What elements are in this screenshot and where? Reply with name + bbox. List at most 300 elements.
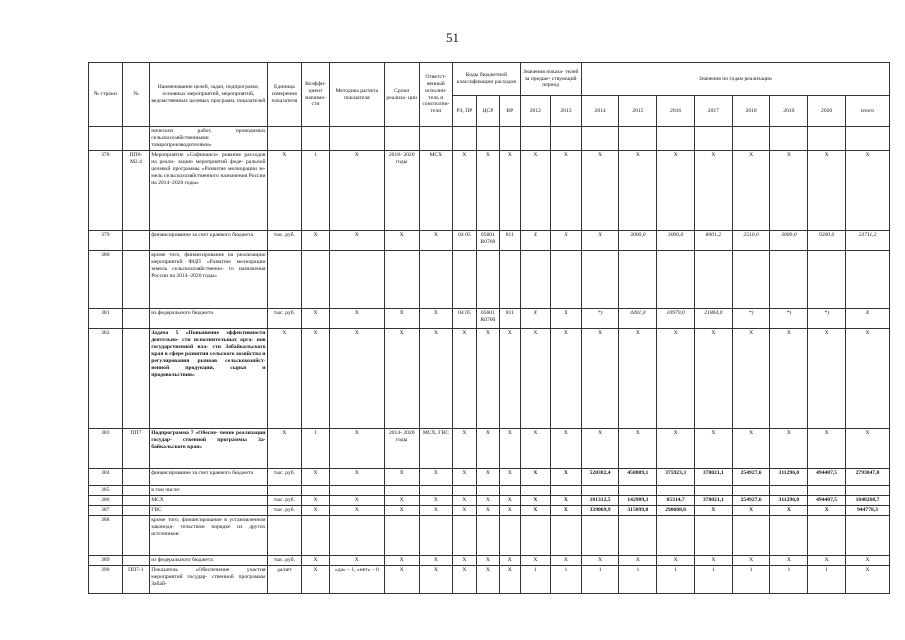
year-value-cell bbox=[619, 515, 657, 555]
term-cell: X bbox=[384, 309, 419, 329]
year-value-cell bbox=[808, 127, 846, 151]
code-vr-cell: X bbox=[500, 429, 520, 469]
year-value-cell bbox=[770, 251, 808, 309]
year-value-cell: X bbox=[581, 231, 619, 251]
row-number: 385 bbox=[89, 486, 123, 496]
coef-cell: 1 bbox=[302, 429, 330, 469]
year-value-cell: 1 bbox=[732, 565, 770, 593]
item-name: кроме того, финансирование в установленном законода- тельством порядке из других источников: bbox=[150, 515, 267, 555]
year-value-cell: 1 bbox=[520, 565, 551, 593]
year-value-cell: X bbox=[520, 231, 551, 251]
year-value-cell bbox=[581, 486, 619, 496]
header-year: 2014 bbox=[581, 96, 619, 127]
year-value-cell: X bbox=[732, 429, 770, 469]
year-value-cell: X bbox=[770, 429, 808, 469]
year-value-cell bbox=[808, 515, 846, 555]
coef-cell bbox=[302, 486, 330, 496]
coef-cell: X bbox=[302, 329, 330, 429]
year-value-cell bbox=[732, 515, 770, 555]
year-value-cell: 254927,6 bbox=[732, 469, 770, 486]
term-cell: X bbox=[384, 495, 419, 505]
term-cell: X bbox=[384, 469, 419, 486]
year-value-cell: X bbox=[732, 151, 770, 231]
term-cell bbox=[384, 251, 419, 309]
row-number: 380 bbox=[89, 251, 123, 309]
year-value-cell bbox=[770, 127, 808, 151]
code-csr-cell bbox=[476, 515, 499, 555]
unit-cell: X bbox=[267, 429, 302, 469]
year-value-cell: 254927,6 bbox=[732, 495, 770, 505]
year-value-cell: X bbox=[520, 329, 551, 429]
unit-cell: X bbox=[267, 151, 302, 231]
row-number: 386 bbox=[89, 495, 123, 505]
item-code bbox=[122, 555, 150, 565]
code-csr-cell: X bbox=[476, 495, 499, 505]
method-cell: «да» – 1, «нет» – 0 bbox=[329, 565, 384, 593]
code-vr-cell: X bbox=[500, 495, 520, 505]
table-row bbox=[89, 429, 890, 469]
year-value-cell: 311296,0 bbox=[770, 495, 808, 505]
coef-cell: 1 bbox=[302, 151, 330, 231]
code-csr-cell: X bbox=[476, 555, 499, 565]
page-number: 51 bbox=[446, 30, 459, 45]
item-name: Мероприятие «Софинанси- рование расходов на реали- зацию мероприятий феде- ральной целевой программы «Развитие мелиорации зе- мель сельскохозяйственного назначения России на 2014–2020 годы» bbox=[150, 151, 267, 231]
year-value-cell bbox=[520, 486, 551, 496]
year-value-cell: 8001,2 bbox=[694, 231, 732, 251]
unit-cell bbox=[267, 486, 302, 496]
item-code: ПП7 bbox=[122, 429, 150, 469]
code-rz-cell: X bbox=[453, 505, 476, 515]
total-cell: X bbox=[845, 329, 889, 429]
year-value-cell bbox=[551, 486, 582, 496]
year-value-cell: X bbox=[520, 469, 551, 486]
term-cell: X bbox=[384, 555, 419, 565]
year-value-cell: 181312,5 bbox=[581, 495, 619, 505]
total-cell: X bbox=[845, 555, 889, 565]
term-cell: X bbox=[384, 565, 419, 593]
year-value-cell: X bbox=[551, 151, 582, 231]
responsible-cell: X bbox=[419, 309, 453, 329]
method-cell: X bbox=[329, 429, 384, 469]
method-cell: X bbox=[329, 469, 384, 486]
item-name: кроме того, финансирование на реализацию мероприятий ФЦП «Развитие мелиорации земель сельскохозяйственно- го назначения России на 2014–2020 годы» bbox=[150, 251, 267, 309]
responsible-cell: X bbox=[419, 495, 453, 505]
term-cell: 2018- 2020 годы bbox=[384, 151, 419, 231]
year-value-cell: 378021,1 bbox=[694, 495, 732, 505]
year-value-cell bbox=[581, 515, 619, 555]
year-value-cell: X bbox=[770, 505, 808, 515]
year-value-cell bbox=[619, 127, 657, 151]
term-cell: 2014- 2020 годы bbox=[384, 429, 419, 469]
code-vr-cell: X bbox=[500, 505, 520, 515]
method-cell: X bbox=[329, 151, 384, 231]
year-value-cell: 142989,3 bbox=[619, 495, 657, 505]
item-code: ПП7-1 bbox=[122, 565, 150, 593]
total-cell: X bbox=[845, 565, 889, 593]
total-cell: X bbox=[845, 309, 889, 329]
code-rz-cell: X bbox=[453, 555, 476, 565]
unit-cell: тыс. руб. bbox=[267, 231, 302, 251]
table-row bbox=[89, 495, 890, 505]
code-vr-cell bbox=[500, 515, 520, 555]
year-value-cell bbox=[657, 515, 695, 555]
table-row bbox=[89, 231, 890, 251]
item-name: ГВС bbox=[150, 505, 267, 515]
year-value-cell: X bbox=[551, 329, 582, 429]
code-vr-cell: 811 bbox=[500, 309, 520, 329]
year-value-cell: X bbox=[657, 151, 695, 231]
coef-cell: X bbox=[302, 505, 330, 515]
year-value-cell: X bbox=[520, 429, 551, 469]
year-value-cell bbox=[551, 127, 582, 151]
code-csr-cell: X bbox=[476, 505, 499, 515]
year-value-cell: X bbox=[657, 429, 695, 469]
year-value-cell: 4401,0 bbox=[619, 309, 657, 329]
header-code-rz: РЗ, ПР bbox=[453, 96, 476, 127]
code-csr-cell: 05601 R0760 bbox=[476, 309, 499, 329]
code-rz-cell: X bbox=[453, 469, 476, 486]
table-row bbox=[89, 251, 890, 309]
unit-cell bbox=[267, 515, 302, 555]
header-year: 2018 bbox=[732, 96, 770, 127]
table-row bbox=[89, 565, 890, 593]
header-year: 2017 bbox=[694, 96, 732, 127]
header-responsible: Ответст- венный исполни- тель и соисполни- тели bbox=[419, 63, 453, 127]
year-value-cell: X bbox=[694, 429, 732, 469]
year-value-cell bbox=[657, 251, 695, 309]
code-rz-cell bbox=[453, 486, 476, 496]
item-code bbox=[122, 495, 150, 505]
row-number: 387 bbox=[89, 505, 123, 515]
year-value-cell: X bbox=[808, 329, 846, 429]
year-value-cell: *) bbox=[808, 309, 846, 329]
item-name: Подпрограмма 7 «Обеспе- чение реализации государ- ственной программы За- байкальского края» bbox=[150, 429, 267, 469]
header-method: Методика расчета показателя bbox=[329, 63, 384, 127]
table-row bbox=[89, 555, 890, 565]
year-value-cell bbox=[694, 515, 732, 555]
code-rz-cell: X bbox=[453, 151, 476, 231]
code-csr-cell: 05601 R0760 bbox=[476, 231, 499, 251]
item-code bbox=[122, 127, 150, 151]
responsible-cell: МСХ, ГВС bbox=[419, 429, 453, 469]
responsible-cell bbox=[419, 515, 453, 555]
item-name: из федерального бюджета bbox=[150, 555, 267, 565]
coef-cell: X bbox=[302, 565, 330, 593]
responsible-cell: МСХ bbox=[419, 151, 453, 231]
year-value-cell: 1 bbox=[581, 565, 619, 593]
coef-cell: X bbox=[302, 309, 330, 329]
row-number: 381 bbox=[89, 309, 123, 329]
unit-cell: X bbox=[267, 329, 302, 429]
year-value-cell: X bbox=[694, 329, 732, 429]
responsible-cell: X bbox=[419, 565, 453, 593]
code-csr-cell bbox=[476, 251, 499, 309]
header-year: 2013 bbox=[551, 96, 582, 127]
year-value-cell: X bbox=[520, 505, 551, 515]
code-vr-cell: X bbox=[500, 565, 520, 593]
year-value-cell: 311296,0 bbox=[770, 469, 808, 486]
method-cell bbox=[329, 251, 384, 309]
year-value-cell bbox=[581, 127, 619, 151]
responsible-cell bbox=[419, 127, 453, 151]
year-value-cell: X bbox=[808, 151, 846, 231]
year-value-cell: X bbox=[581, 151, 619, 231]
unit-cell: тыс. руб. bbox=[267, 555, 302, 565]
responsible-cell bbox=[419, 486, 453, 496]
header-year: 2012 bbox=[520, 96, 551, 127]
year-value-cell: 1 bbox=[770, 565, 808, 593]
year-value-cell: 3000,0 bbox=[770, 231, 808, 251]
item-name: нических работ, проводимых сельскохозяйственными товаропроизводителями» bbox=[150, 127, 267, 151]
year-value-cell bbox=[732, 127, 770, 151]
year-value-cell: X bbox=[551, 555, 582, 565]
code-csr-cell: X bbox=[476, 469, 499, 486]
table-row bbox=[89, 309, 890, 329]
coef-cell: X bbox=[302, 495, 330, 505]
code-rz-cell: 04 05 bbox=[453, 309, 476, 329]
year-value-cell bbox=[551, 515, 582, 555]
year-value-cell: 2510,0 bbox=[732, 231, 770, 251]
unit-cell bbox=[267, 127, 302, 151]
code-rz-cell bbox=[453, 127, 476, 151]
year-value-cell: X bbox=[520, 309, 551, 329]
year-value-cell: X bbox=[551, 429, 582, 469]
year-value-cell: X bbox=[732, 505, 770, 515]
item-code bbox=[122, 486, 150, 496]
row-number: 390 bbox=[89, 565, 123, 593]
year-value-cell: X bbox=[520, 151, 551, 231]
responsible-cell: X bbox=[419, 469, 453, 486]
method-cell bbox=[329, 515, 384, 555]
year-value-cell: X bbox=[808, 555, 846, 565]
table-row bbox=[89, 151, 890, 231]
header-row-no: № строки bbox=[89, 63, 123, 127]
item-code bbox=[122, 505, 150, 515]
year-value-cell: 315099,8 bbox=[619, 505, 657, 515]
year-value-cell: 85314,7 bbox=[657, 495, 695, 505]
code-rz-cell: X bbox=[453, 495, 476, 505]
program-table bbox=[88, 62, 890, 594]
term-cell bbox=[384, 515, 419, 555]
item-code: ПП6-М2.4 bbox=[122, 151, 150, 231]
year-value-cell: X bbox=[770, 329, 808, 429]
year-value-cell: 375923,3 bbox=[657, 469, 695, 486]
header-code-vr: ВР bbox=[500, 96, 520, 127]
year-value-cell: X bbox=[619, 555, 657, 565]
item-name: в том числе: bbox=[150, 486, 267, 496]
year-value-cell bbox=[694, 127, 732, 151]
year-value-cell: 9200,0 bbox=[808, 231, 846, 251]
year-value-cell: X bbox=[619, 329, 657, 429]
code-rz-cell: X bbox=[453, 429, 476, 469]
year-value-cell: X bbox=[732, 555, 770, 565]
header-budget-codes: Коды бюджетной классификации расходов bbox=[453, 63, 520, 96]
code-rz-cell bbox=[453, 515, 476, 555]
item-code bbox=[122, 469, 150, 486]
year-value-cell: X bbox=[581, 429, 619, 469]
year-value-cell: X bbox=[694, 505, 732, 515]
row-number: 379 bbox=[89, 231, 123, 251]
row-number bbox=[89, 127, 123, 151]
year-value-cell: *) bbox=[770, 309, 808, 329]
header-unit: Единица измерения показателя bbox=[267, 63, 302, 127]
unit-cell: тыс. руб. bbox=[267, 309, 302, 329]
item-name: Показатель «Обеспечение участия мероприятий государ- ственной программы Забай- bbox=[150, 565, 267, 593]
item-name: МСХ bbox=[150, 495, 267, 505]
year-value-cell bbox=[770, 486, 808, 496]
method-cell: X bbox=[329, 329, 384, 429]
responsible-cell: X bbox=[419, 329, 453, 429]
year-value-cell: 520382,4 bbox=[581, 469, 619, 486]
year-value-cell: X bbox=[520, 555, 551, 565]
year-value-cell: 339069,9 bbox=[581, 505, 619, 515]
year-value-cell bbox=[732, 486, 770, 496]
year-value-cell bbox=[551, 251, 582, 309]
code-csr-cell: X bbox=[476, 429, 499, 469]
method-cell: X bbox=[329, 309, 384, 329]
year-value-cell: X bbox=[808, 505, 846, 515]
year-value-cell bbox=[657, 486, 695, 496]
year-value-cell bbox=[657, 127, 695, 151]
year-value-cell: 1 bbox=[808, 565, 846, 593]
term-cell: X bbox=[384, 231, 419, 251]
year-value-cell: 21864,0 bbox=[694, 309, 732, 329]
year-value-cell bbox=[770, 515, 808, 555]
coef-cell bbox=[302, 515, 330, 555]
year-value-cell: X bbox=[770, 151, 808, 231]
year-value-cell bbox=[619, 486, 657, 496]
year-value-cell: 290608,6 bbox=[657, 505, 695, 515]
year-value-cell: X bbox=[619, 429, 657, 469]
total-cell: 2793047,0 bbox=[845, 469, 889, 486]
row-number: 389 bbox=[89, 555, 123, 565]
table-row bbox=[89, 486, 890, 496]
year-value-cell: X bbox=[619, 151, 657, 231]
total-cell: X bbox=[845, 429, 889, 469]
unit-cell: да/нет bbox=[267, 565, 302, 593]
term-cell: X bbox=[384, 505, 419, 515]
method-cell: X bbox=[329, 555, 384, 565]
total-cell bbox=[845, 486, 889, 496]
header-term: Сроки реализа- ции bbox=[384, 63, 419, 127]
total-cell: 23711,2 bbox=[845, 231, 889, 251]
responsible-cell: X bbox=[419, 231, 453, 251]
coef-cell bbox=[302, 127, 330, 151]
method-cell: X bbox=[329, 231, 384, 251]
table-row bbox=[89, 329, 890, 429]
term-cell bbox=[384, 127, 419, 151]
row-number: 378 bbox=[89, 151, 123, 231]
total-cell bbox=[845, 251, 889, 309]
unit-cell bbox=[267, 251, 302, 309]
coef-cell: X bbox=[302, 555, 330, 565]
year-value-cell: X bbox=[520, 495, 551, 505]
header-no: № bbox=[122, 63, 150, 127]
responsible-cell: X bbox=[419, 555, 453, 565]
row-number: 384 bbox=[89, 469, 123, 486]
year-value-cell: X bbox=[551, 495, 582, 505]
code-rz-cell: 04 05 bbox=[453, 231, 476, 251]
year-value-cell bbox=[581, 251, 619, 309]
coef-cell: X bbox=[302, 469, 330, 486]
year-value-cell bbox=[808, 251, 846, 309]
unit-cell: тыс. руб. bbox=[267, 469, 302, 486]
coef-cell bbox=[302, 251, 330, 309]
year-value-cell: *) bbox=[581, 309, 619, 329]
item-code bbox=[122, 251, 150, 309]
year-value-cell: 1 bbox=[619, 565, 657, 593]
code-vr-cell: X bbox=[500, 329, 520, 429]
year-value-cell: X bbox=[551, 309, 582, 329]
year-value-cell: 1 bbox=[551, 565, 582, 593]
total-cell: X bbox=[845, 151, 889, 231]
code-csr-cell: X bbox=[476, 329, 499, 429]
year-value-cell: X bbox=[770, 555, 808, 565]
method-cell: X bbox=[329, 495, 384, 505]
code-vr-cell: 811 bbox=[500, 231, 520, 251]
year-value-cell bbox=[619, 251, 657, 309]
code-vr-cell: X bbox=[500, 469, 520, 486]
year-value-cell: 10979,0 bbox=[657, 309, 695, 329]
item-name: Задача 5 «Повышение эффективности деятельно- сти исполнительных орга- нов государственной вла- сти Забайкальского края в сфере развития сельского хозяйства и регулирования рынков сельскохозяйст- венной продукции, сырья и продовольствия» bbox=[150, 329, 267, 429]
code-csr-cell bbox=[476, 127, 499, 151]
year-value-cell: 1 bbox=[694, 565, 732, 593]
header-year: 2015 bbox=[619, 96, 657, 127]
row-number: 383 bbox=[89, 429, 123, 469]
unit-cell: тыс. руб. bbox=[267, 495, 302, 505]
header-previous-period: Значения показа- телей за предше- ствующий период bbox=[520, 63, 581, 96]
year-value-cell: X bbox=[551, 505, 582, 515]
header-total: итого bbox=[845, 96, 889, 127]
item-code bbox=[122, 515, 150, 555]
code-csr-cell bbox=[476, 486, 499, 496]
header-year: 2019 bbox=[770, 96, 808, 127]
code-vr-cell bbox=[500, 486, 520, 496]
year-value-cell: 494407,5 bbox=[808, 469, 846, 486]
row-number: 388 bbox=[89, 515, 123, 555]
table-row bbox=[89, 515, 890, 555]
year-value-cell bbox=[694, 486, 732, 496]
term-cell bbox=[384, 486, 419, 496]
header-year: 2016 bbox=[657, 96, 695, 127]
year-value-cell bbox=[520, 127, 551, 151]
code-vr-cell bbox=[500, 251, 520, 309]
header-coef: Коэффи- циент значимо- сти bbox=[302, 63, 330, 127]
item-code bbox=[122, 309, 150, 329]
item-code bbox=[122, 329, 150, 429]
year-value-cell: 3000,0 bbox=[657, 231, 695, 251]
code-vr-cell bbox=[500, 127, 520, 151]
year-value-cell bbox=[732, 251, 770, 309]
year-value-cell: X bbox=[581, 555, 619, 565]
year-value-cell: X bbox=[694, 555, 732, 565]
item-name: финансирование за счет краевого бюджета bbox=[150, 231, 267, 251]
code-rz-cell: X bbox=[453, 329, 476, 429]
total-cell bbox=[845, 515, 889, 555]
year-value-cell bbox=[520, 515, 551, 555]
header-code-csr: ЦСР bbox=[476, 96, 499, 127]
year-value-cell: 378021,1 bbox=[694, 469, 732, 486]
year-value-cell: X bbox=[657, 329, 695, 429]
header-name: Наименование целей, задач, подпрограмм, основных мероприятий, мероприятий, ведомственных целевых программ, показателей bbox=[150, 63, 267, 127]
header-values-by-year: Значения по годам реализации bbox=[581, 63, 889, 96]
code-csr-cell: X bbox=[476, 151, 499, 231]
method-cell bbox=[329, 486, 384, 496]
total-cell: 1848268,7 bbox=[845, 495, 889, 505]
item-code bbox=[122, 231, 150, 251]
total-cell: 944778,3 bbox=[845, 505, 889, 515]
year-value-cell: *) bbox=[732, 309, 770, 329]
